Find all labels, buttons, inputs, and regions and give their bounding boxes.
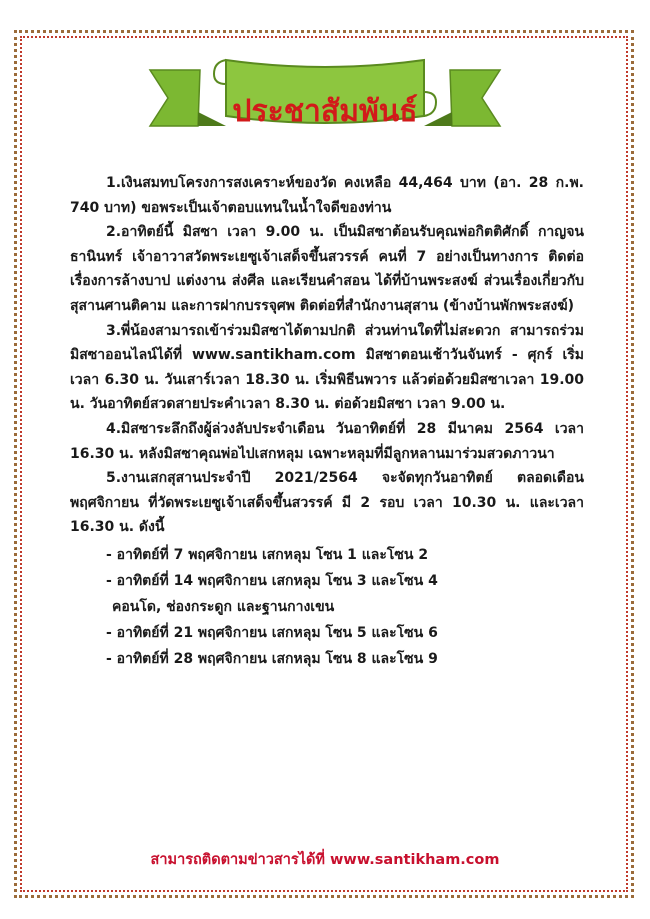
announcement-item-1: 1.เงินสมทบโครงการสงเคราะห์ของวัด คงเหลือ 44,464 บาท (อา. 28 ก.พ. 740 บาท) ขอพระเป็นเจ้าตอบแทนในน้ำใจดีของท่าน	[70, 175, 584, 216]
page-title: ประชาสัมพันธ์	[232, 94, 418, 129]
website-link[interactable]: www.santikham.com	[330, 852, 500, 868]
schedule-row-note: คอนโด, ช่องกระดูก และฐานกางเขน	[112, 598, 335, 615]
schedule-row: - อาทิตย์ที่ 14 พฤศจิกายน เสกหลุม โซน 3 และโซน 4	[106, 572, 438, 589]
announcement-item-5: 5.งานเสกสุสานประจำปี 2021/2564 จะจัดทุกวันอาทิตย์ ตลอดเดือนพฤศจิกายน ที่วัดพระเยซูเจ้าเสด็จขึ้นสวรรค์ มี 2 รอบ เวลา 10.30 น. และเวลา 16.30 น. ดังนี้	[70, 470, 584, 536]
announcement-item-4: 4.มิสซาระลึกถึงผู้ล่วงลับประจำเดือน วันอาทิตย์ที่ 28 มีนาคม 2564 เวลา 16.30 น. หลังมิสซาคุณพ่อไปเสกหลุม เฉพาะหลุมที่มีลูกหลานมาร่วมสวดภาวนา	[70, 420, 584, 462]
footer-text: สามารถติดตามข่าวสารได้ที่	[150, 852, 325, 868]
blessing-schedule	[70, 542, 584, 672]
announcement-item-3: 3.พี่น้องสามารถเข้าร่วมมิสซาได้ตามปกติ ส่วนท่านใดที่ไม่สะดวก สามารถร่วมมิสซาออนไลน์ได้ที่ www.santikham.com มิสซาตอนเช้าวันจันทร์ - ศุกร์ เริ่ม เวลา 6.30 น. วันเสาร์เวลา 18.30 น. เริ่มพิธีนพวาร แล้วต่อด้วยมิสซาเวลา 19.00 น. วันอาทิตย์สวดสายประคำเวลา 8.30 น. ต่อด้วยมิสซา เวลา 9.00 น.	[70, 322, 584, 413]
announcement-item-2: 2.อาทิตย์นี้ มิสซา เวลา 9.00 น. เป็นมิสซาต้อนรับคุณพ่อกิตติศักดิ์ กาญจนธานินทร์ เจ้าอาวาสวัดพระเยซูเจ้าเสด็จขึ้นสวรรค์ คนที่ 7 อย่างเป็นทางการ ติดต่อเรื่องการล้างบาป แต่งงาน ส่งศีล และเรียนคำสอน ได้ที่บ้านพระสงฆ์ ส่วนเรื่องเกี่ยวกับสุสานศานติคาม และการฝากบรรจุศพ ติดต่อที่สำนักงานสุสาน (ข้างบ้านพักพระสงฆ์)	[70, 224, 584, 314]
footer-notice	[0, 848, 650, 871]
announcement-list	[70, 171, 584, 672]
schedule-row: - อาทิตย์ที่ 28 พฤศจิกายน เสกหลุม โซน 8 และโซน 9	[106, 650, 438, 667]
schedule-row: - อาทิตย์ที่ 7 พฤศจิกายน เสกหลุม โซน 1 และโซน 2	[106, 546, 429, 563]
schedule-row: - อาทิตย์ที่ 21 พฤศจิกายน เสกหลุม โซน 5 และโซน 6	[106, 624, 438, 641]
